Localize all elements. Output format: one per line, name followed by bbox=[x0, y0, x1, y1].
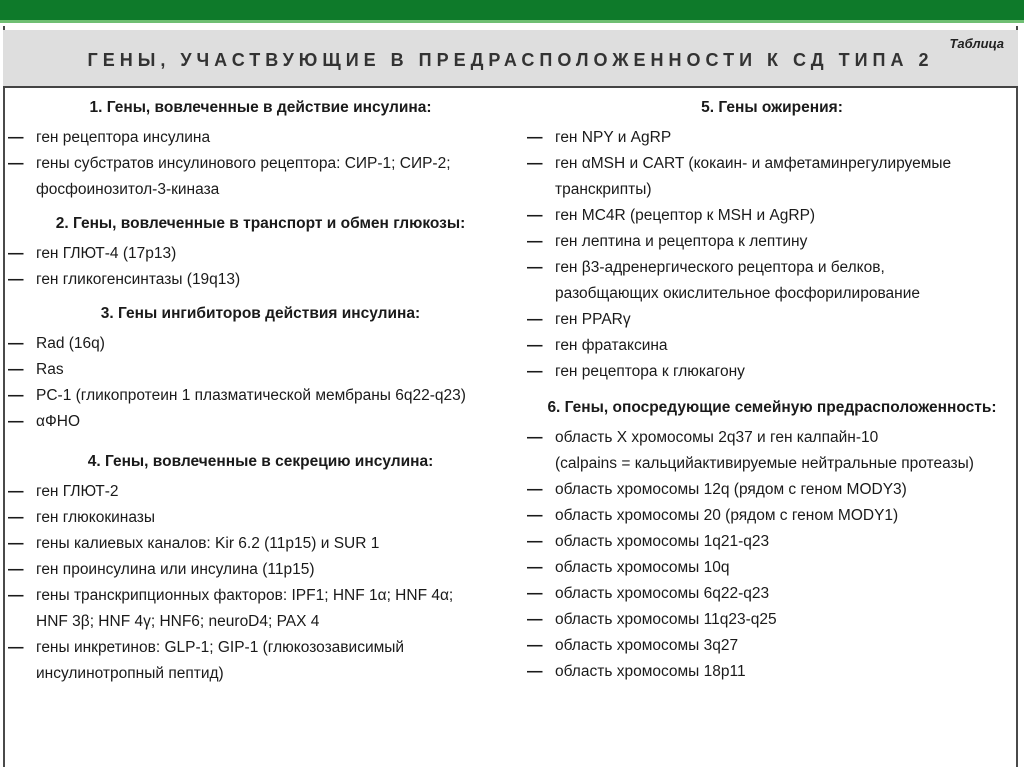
list-item-text: — ген NPY и AgRP bbox=[555, 129, 672, 146]
section-heading: 6. Гены, опосредующие семейную предрасположенность: bbox=[547, 399, 997, 416]
list-item bbox=[8, 583, 513, 635]
table-label: Таблица bbox=[949, 36, 1004, 51]
list-item-text: транскрипты) bbox=[555, 181, 652, 198]
list-item bbox=[527, 477, 1017, 503]
section-heading: 1. Гены, вовлеченные в действие инсулина: bbox=[89, 99, 432, 116]
list-item-text: — ген MC4R (рецептор к MSH и AgRP) bbox=[555, 207, 816, 224]
list-item-text: — ген проинсулина или инсулина (11p15) bbox=[36, 561, 315, 578]
list-item-text: — ген рецептора к глюкагону bbox=[555, 363, 745, 380]
list-item-text: — область хромосомы 10q bbox=[555, 559, 730, 576]
list-item bbox=[527, 659, 1017, 685]
list-item-text: — область хромосомы 18p11 bbox=[555, 663, 746, 680]
list-item bbox=[8, 151, 513, 203]
list-item bbox=[8, 531, 513, 557]
list-item-text: — ген фратаксина bbox=[555, 337, 668, 354]
section-heading: 2. Гены, вовлеченные в транспорт и обмен глюкозы: bbox=[55, 215, 466, 232]
list-item bbox=[527, 529, 1017, 555]
list-item bbox=[8, 383, 513, 409]
list-item-text: — гены калиевых каналов: Kir 6.2 (11p15) и SUR 1 bbox=[36, 535, 380, 552]
list-item-text: (calpains = кальцийактивируемые нейтральные протеазы) bbox=[555, 455, 974, 472]
list-item bbox=[8, 125, 513, 151]
list-item-text: — ген ГЛЮТ-4 (17p13) bbox=[36, 245, 177, 262]
list-item-text: — Rad (16q) bbox=[36, 335, 105, 352]
list-item bbox=[527, 503, 1017, 529]
list-item bbox=[8, 505, 513, 531]
list-item bbox=[8, 635, 513, 687]
list-item-text: фосфоинозитол-3-киназа bbox=[36, 181, 220, 198]
list-item bbox=[527, 203, 1017, 229]
list-item bbox=[527, 555, 1017, 581]
list-item-text: — область хромосомы 1q21-q23 bbox=[555, 533, 770, 550]
list-item-text: — гены инкретинов: GLP-1; GIP-1 (глюкозозависимый bbox=[36, 639, 405, 656]
list-item bbox=[8, 331, 513, 357]
list-item-text: — область хромосомы 6q22-q23 bbox=[555, 585, 770, 602]
list-item-text: HNF 3β; HNF 4γ; HNF6; neuroD4; PAX 4 bbox=[36, 613, 320, 630]
list-item-text: — гены транскрипционных факторов: IPF1; HNF 1α; HNF 4α; bbox=[36, 587, 454, 604]
list-item-text: — ген глюкокиназы bbox=[36, 509, 156, 526]
section-heading: 3. Гены ингибиторов действия инсулина: bbox=[100, 305, 421, 322]
table-title: ГЕНЫ, УЧАСТВУЮЩИЕ В ПРЕДРАСПОЛОЖЕННОСТИ К СД ТИПА 2 bbox=[87, 50, 934, 70]
list-item-text: — гены субстратов инсулинового рецептора: СИР-1; СИР-2; bbox=[36, 155, 451, 172]
list-item-text: — ген рецептора инсулина bbox=[36, 129, 211, 146]
section-heading: 4. Гены, вовлеченные в секрецию инсулина: bbox=[87, 453, 434, 470]
list-item bbox=[527, 633, 1017, 659]
list-item bbox=[527, 333, 1017, 359]
list-item-text: — область X хромосомы 2q37 и ген калпайн-10 bbox=[555, 429, 879, 446]
list-item bbox=[8, 267, 513, 293]
list-item bbox=[527, 125, 1017, 151]
list-item bbox=[8, 479, 513, 505]
list-item-text: — ген гликогенсинтазы (19q13) bbox=[36, 271, 241, 288]
list-item bbox=[527, 359, 1017, 385]
list-item-text: — ген ГЛЮТ-2 bbox=[36, 483, 119, 500]
list-item bbox=[527, 151, 1017, 203]
list-item-text: — ген лептина и рецептора к лептину bbox=[555, 233, 808, 250]
list-item-text: — область хромосомы 3q27 bbox=[555, 637, 739, 654]
list-item-text: инсулинотропный пептид) bbox=[36, 665, 224, 682]
list-item-text: — область хромосомы 12q (рядом с геном MODY3) bbox=[555, 481, 907, 498]
list-item-text: — Ras bbox=[36, 361, 64, 378]
list-item bbox=[527, 425, 1017, 477]
list-item bbox=[527, 255, 1017, 307]
table-header bbox=[3, 30, 1018, 88]
list-item bbox=[8, 557, 513, 583]
list-item-text: — ген β3-адренергического рецептора и белков, bbox=[555, 259, 885, 276]
section-heading: 5. Гены ожирения: bbox=[701, 99, 843, 116]
top-accent-line bbox=[0, 20, 1024, 23]
list-item-text: — PC-1 (гликопротеин 1 плазматической мембраны 6q22-q23) bbox=[36, 387, 466, 404]
top-green-bar bbox=[0, 0, 1024, 20]
list-item bbox=[527, 581, 1017, 607]
list-item bbox=[8, 241, 513, 267]
list-item-text: — αФНО bbox=[36, 413, 80, 430]
list-item bbox=[527, 607, 1017, 633]
right-column bbox=[527, 95, 1017, 685]
left-column bbox=[8, 95, 513, 687]
list-item-text: разобщающих окислительное фосфорилирование bbox=[555, 285, 920, 302]
list-item bbox=[8, 409, 513, 435]
list-item-text: — область хромосомы 20 (рядом с геном MODY1) bbox=[555, 507, 899, 524]
list-item-text: — ген PPARγ bbox=[555, 311, 631, 328]
list-item-text: — область хромосомы 11q23-q25 bbox=[555, 611, 777, 628]
list-item bbox=[527, 229, 1017, 255]
list-item bbox=[527, 307, 1017, 333]
list-item-text: — ген αMSH и CART (кокаин- и амфетаминрегулируемые bbox=[555, 155, 952, 172]
list-item bbox=[8, 357, 513, 383]
